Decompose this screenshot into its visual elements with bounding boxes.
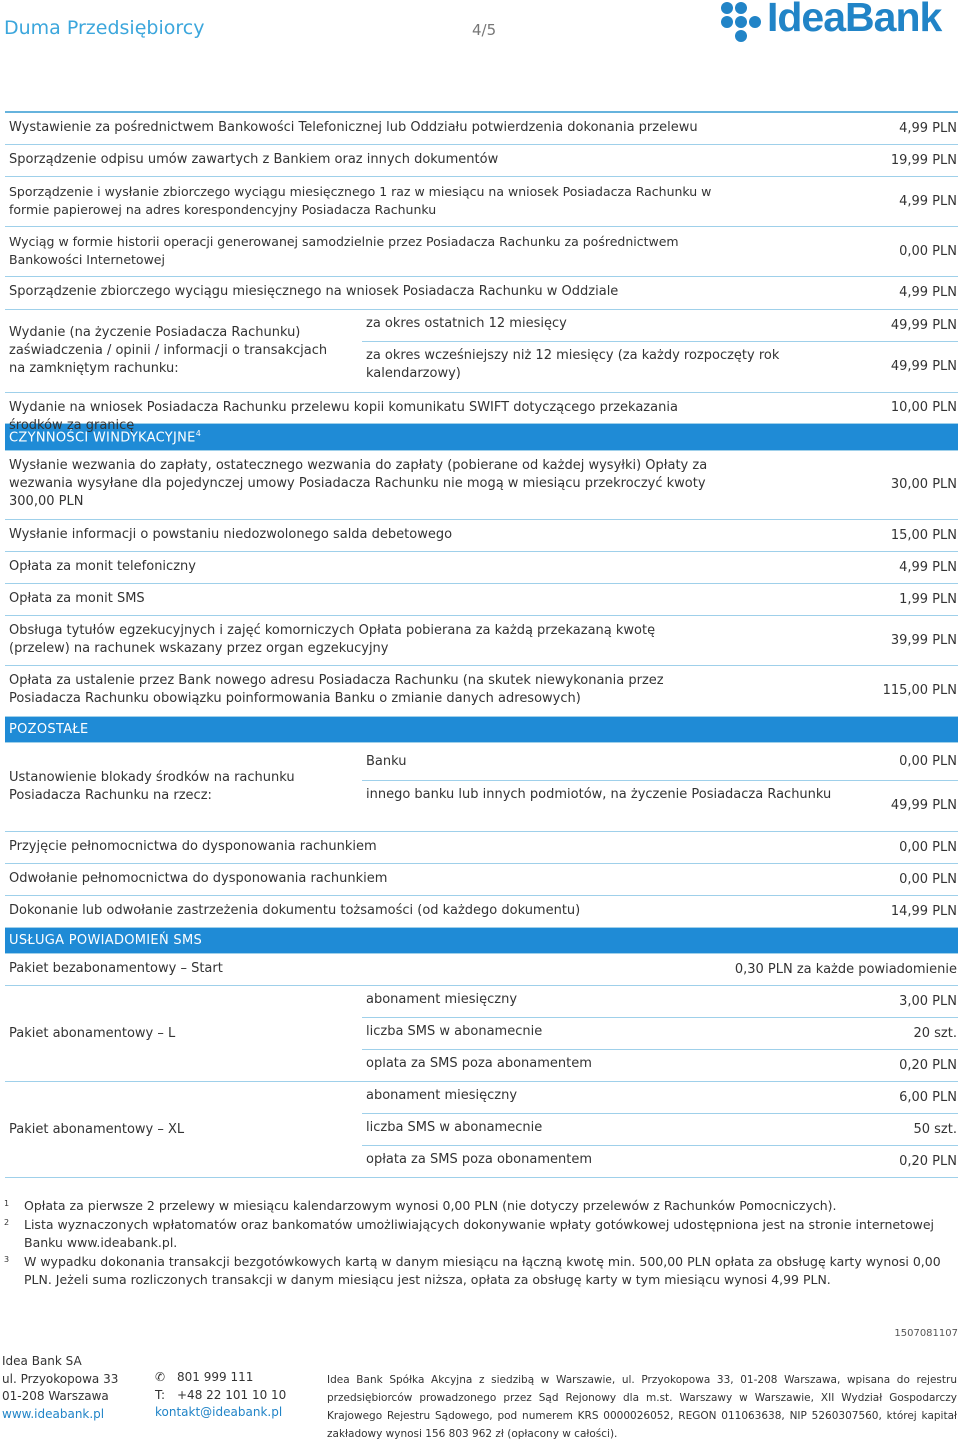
fee-row — [5, 277, 958, 310]
fee-row — [5, 393, 958, 433]
fee-price: 19,99 PLN — [890, 152, 957, 168]
fee-price: 0,00 PLN — [899, 753, 957, 769]
fee-description: Dokonanie lub odwołanie zastrzeżenia dokumentu tożsamości (od każdego dokumentu) — [9, 903, 581, 919]
footnotes — [4, 1197, 954, 1290]
page-number: 4/5 — [472, 21, 497, 39]
section-title: USŁUGA POWIADOMIEŃ SMS — [9, 933, 203, 949]
fee-row — [5, 227, 958, 277]
fee-row — [5, 177, 958, 227]
sms-package-l — [5, 986, 958, 1082]
fee-price: 3,00 PLN — [899, 993, 957, 1009]
idea-bank-logo — [721, 0, 959, 42]
fee-description: abonament miesięczny — [366, 1088, 518, 1104]
fee-price: 14,99 PLN — [890, 903, 957, 919]
fee-description: za okres wcześniejszy niż 12 miesięcy (za każdy rozpoczęty rok kalendarzowy) — [366, 348, 780, 381]
footnote-number: 1 — [4, 1199, 10, 1208]
fee-row — [5, 896, 958, 928]
document-title: Duma Przedsiębiorcy — [4, 17, 205, 39]
page-footer — [0, 1325, 960, 1440]
footnote — [4, 1216, 954, 1252]
fee-price: 4,99 PLN — [899, 120, 957, 136]
fee-price: 30,00 PLN — [890, 477, 957, 493]
section-title: POZOSTAŁE — [9, 722, 89, 738]
fee-row — [5, 145, 958, 177]
fee-price: 20 szt. — [913, 1025, 957, 1041]
fee-subrow — [362, 1146, 958, 1177]
fee-subrow — [362, 1082, 958, 1114]
fee-description: opłata za SMS poza obonamentem — [366, 1152, 592, 1168]
fee-description: Wysłanie informacji o powstaniu niedozwolonego salda debetowego — [9, 527, 453, 543]
block-funds-group — [5, 743, 958, 832]
fee-description: Odwołanie pełnomocnictwa do dysponowania rachunkiem — [9, 871, 388, 887]
fee-row — [5, 864, 958, 896]
fee-price: 0,30 PLN za każde powiadomienie — [734, 961, 957, 977]
fee-description: Pakiet bezabonamentowy – Start — [9, 961, 223, 977]
sms-package-xl — [5, 1082, 958, 1178]
fee-price: 1,99 PLN — [899, 591, 957, 607]
email-link[interactable]: kontakt@ideabank.pl — [155, 1405, 283, 1419]
page-header — [0, 0, 960, 90]
fee-row — [5, 666, 958, 717]
footnote-text: Lista wyznaczonych wpłatomatów oraz bankomatów umożliwiających dokonywanie wpłaty gotówkowej udostępniona jest na stronie internetowej Banku www.ideabank.pl. — [24, 1217, 934, 1250]
logo-text: IdeaBank — [767, 0, 942, 40]
fee-row — [5, 113, 958, 145]
phone-icon: ✆ — [155, 1370, 166, 1384]
fee-subrow — [362, 781, 958, 831]
bank-street: ul. Przyokopowa 33 — [2, 1371, 119, 1386]
fee-row — [5, 552, 958, 584]
footnote-ref: 4 — [195, 429, 202, 438]
fee-price: 4,99 PLN — [899, 193, 957, 209]
fee-row — [5, 616, 958, 666]
fee-price: 6,00 PLN — [899, 1089, 957, 1105]
fee-description: Obsługa tytułów egzekucyjnych i zajęć komorniczych Opłata pobierana za każdą przekazaną kwotę (przelew) na rachunek wskazany przez organ egzekucyjny — [9, 623, 656, 657]
fee-subrow — [362, 1114, 958, 1146]
fee-row — [5, 832, 958, 864]
fee-description: Sporządzenie odpisu umów zawartych z Bankiem oraz innych dokumentów — [9, 152, 499, 167]
fee-price: 4,99 PLN — [899, 559, 957, 575]
fee-description: Banku — [366, 754, 407, 770]
fee-description: innego banku lub innych podmiotów, na życzenie Posiadacza Rachunku — [366, 787, 832, 803]
fee-description: abonament miesięczny — [366, 992, 518, 1008]
footnote-text: Opłata za pierwsze 2 przelewy w miesiącu kalendarzowym wynosi 0,00 PLN (nie dotyczy przelewów z Rachunków Pomocniczych). — [24, 1198, 837, 1213]
fee-price: 15,00 PLN — [890, 527, 957, 543]
website-link[interactable]: www.ideabank.pl — [2, 1406, 105, 1421]
footnote — [4, 1197, 954, 1215]
fee-price: 0,20 PLN — [899, 1057, 957, 1073]
fee-row — [5, 520, 958, 552]
fee-description: Wysłanie wezwania do zapłaty, ostatecznego wezwania do zapłaty (pobierane od każdej wysyłki) Opłaty za wezwania wysyłane dla pojedynczej umowy Posiadacza Rachunku nie mogą w miesiącu przekroczyć kwoty 300,00 PLN — [9, 458, 708, 510]
group-label: Ustanowienie blokady środków na rachunku Posiadacza Rachunku na rzecz: — [9, 770, 295, 804]
fee-description: Wyciąg w formie historii operacji generowanej samodzielnie przez Posiadacza Rachunku za pośrednictwem Bankowości Internetowej — [9, 234, 679, 267]
bank-address — [2, 1353, 118, 1423]
certificate-fee-group — [5, 310, 958, 393]
tel-number: +48 22 101 10 10 — [177, 1387, 287, 1402]
footnote-number: 2 — [4, 1218, 10, 1227]
fee-price: 115,00 PLN — [882, 683, 957, 699]
fee-description: Wydanie na wniosek Posiadacza Rachunku przelewu kopii komunikatu SWIFT dotyczącego przekazania środków za granicę — [9, 400, 678, 433]
fee-price: 0,00 PLN — [899, 243, 957, 259]
fee-subrow — [362, 743, 958, 781]
fee-description: Sporządzenie zbiorczego wyciągu miesięcznego na wniosek Posiadacza Rachunku w Oddziale — [9, 284, 619, 299]
fee-description: Sporządzenie i wysłanie zbiorczego wyciągu miesięcznego 1 raz w miesiącu na wniosek Posiadacza Rachunku w formie papierowej na adres korespondencyjny Posiadacza Rachunku — [9, 184, 712, 217]
fee-description: oplata za SMS poza abonamentem — [366, 1056, 592, 1072]
fee-row — [5, 451, 958, 520]
fee-subrow — [362, 1050, 958, 1081]
footnote — [4, 1253, 954, 1289]
fee-price: 0,00 PLN — [899, 839, 957, 855]
fee-price: 0,00 PLN — [899, 871, 957, 887]
document-code: 1507081107 — [894, 1328, 958, 1339]
fee-price: 50 szt. — [913, 1121, 957, 1137]
fee-description: za okres ostatnich 12 miesięcy — [366, 316, 567, 331]
fee-price: 49,99 PLN — [890, 359, 957, 374]
fee-price: 39,99 PLN — [890, 632, 957, 648]
hotline-number: 801 999 111 — [177, 1370, 254, 1384]
fee-description: Opłata za ustalenie przez Bank nowego adresu Posiadacza Rachunku (na skutek niewykonania przez Posiadacza Rachunku obowiązku poinformowania Banku o zmianie danych adresowych) — [9, 673, 664, 707]
group-label: Wydanie (na życzenie Posiadacza Rachunku) zaświadczenia / opinii / informacji o transakcjach na zamkniętym rachunku: — [9, 325, 328, 376]
bank-city: 01-208 Warszawa — [2, 1389, 109, 1403]
group-label: Pakiet abonamentowy – XL — [9, 1121, 185, 1137]
bank-contact — [155, 1369, 286, 1422]
fee-description: Wystawienie za pośrednictwem Bankowości Telefonicznej lub Oddziału potwierdzenia dokonania przelewu — [9, 120, 698, 135]
fee-subrow — [362, 1018, 958, 1050]
tel-label: T: — [155, 1387, 166, 1402]
fee-description: Opłata za monit SMS — [9, 591, 145, 607]
fee-price: 10,00 PLN — [890, 400, 957, 415]
fee-subrow — [362, 310, 958, 342]
footnote-text: W wypadku dokonania transakcji bezgotówkowych kartą w danym miesiącu na łączną kwotę min. 500,00 PLN opłata za obsługę karty wynosi 0,00 PLN. Jeżeli suma rozliczonych transakcji w danym miesiącu jest niższa, opłata za obsługę karty w tym miesiącu wynosi 4,99 PLN. — [24, 1254, 941, 1287]
fee-table — [5, 113, 958, 1178]
fee-subrow — [362, 986, 958, 1018]
fee-description: Opłata za monit telefoniczny — [9, 559, 196, 575]
section-title: CZYNNOŚCI WINDYKACYJNE — [9, 430, 196, 446]
fee-description: liczba SMS w abonamecnie — [366, 1120, 543, 1136]
fee-price: 49,99 PLN — [890, 798, 957, 814]
fee-price: 49,99 PLN — [890, 317, 957, 333]
fee-description: Przyjęcie pełnomocnictwa do dysponowania rachunkiem — [9, 839, 377, 855]
fee-description: liczba SMS w abonamecnie — [366, 1024, 543, 1040]
fee-price: 0,20 PLN — [899, 1153, 957, 1169]
fee-row — [5, 954, 958, 986]
section-header-other — [5, 717, 958, 743]
section-header-sms — [5, 928, 958, 954]
footnote-number: 3 — [4, 1255, 10, 1264]
bank-name: Idea Bank SA — [2, 1354, 82, 1368]
group-label: Pakiet abonamentowy – L — [9, 1025, 176, 1041]
fee-price: 4,99 PLN — [899, 285, 957, 300]
fee-subrow — [362, 342, 958, 392]
fee-row — [5, 584, 958, 616]
legal-notice: Idea Bank Spółka Akcyjna z siedzibą w Warszawie, ul. Przyokopowa 33, 01-208 Warszawa, wpisana do rejestru przedsiębiorców prowadzonego przez Sąd Rejonowy dla m.st. Warszawy w Warszawie, XII Wydział Gospodarczy Krajowego Rejestru Sądowego, pod numerem KRS 0000026052, REGON 011063638, NIP 5260307560, której kapitał zakładowy wynosi 156 803 962 zł (opłacony w całości). — [327, 1374, 957, 1440]
